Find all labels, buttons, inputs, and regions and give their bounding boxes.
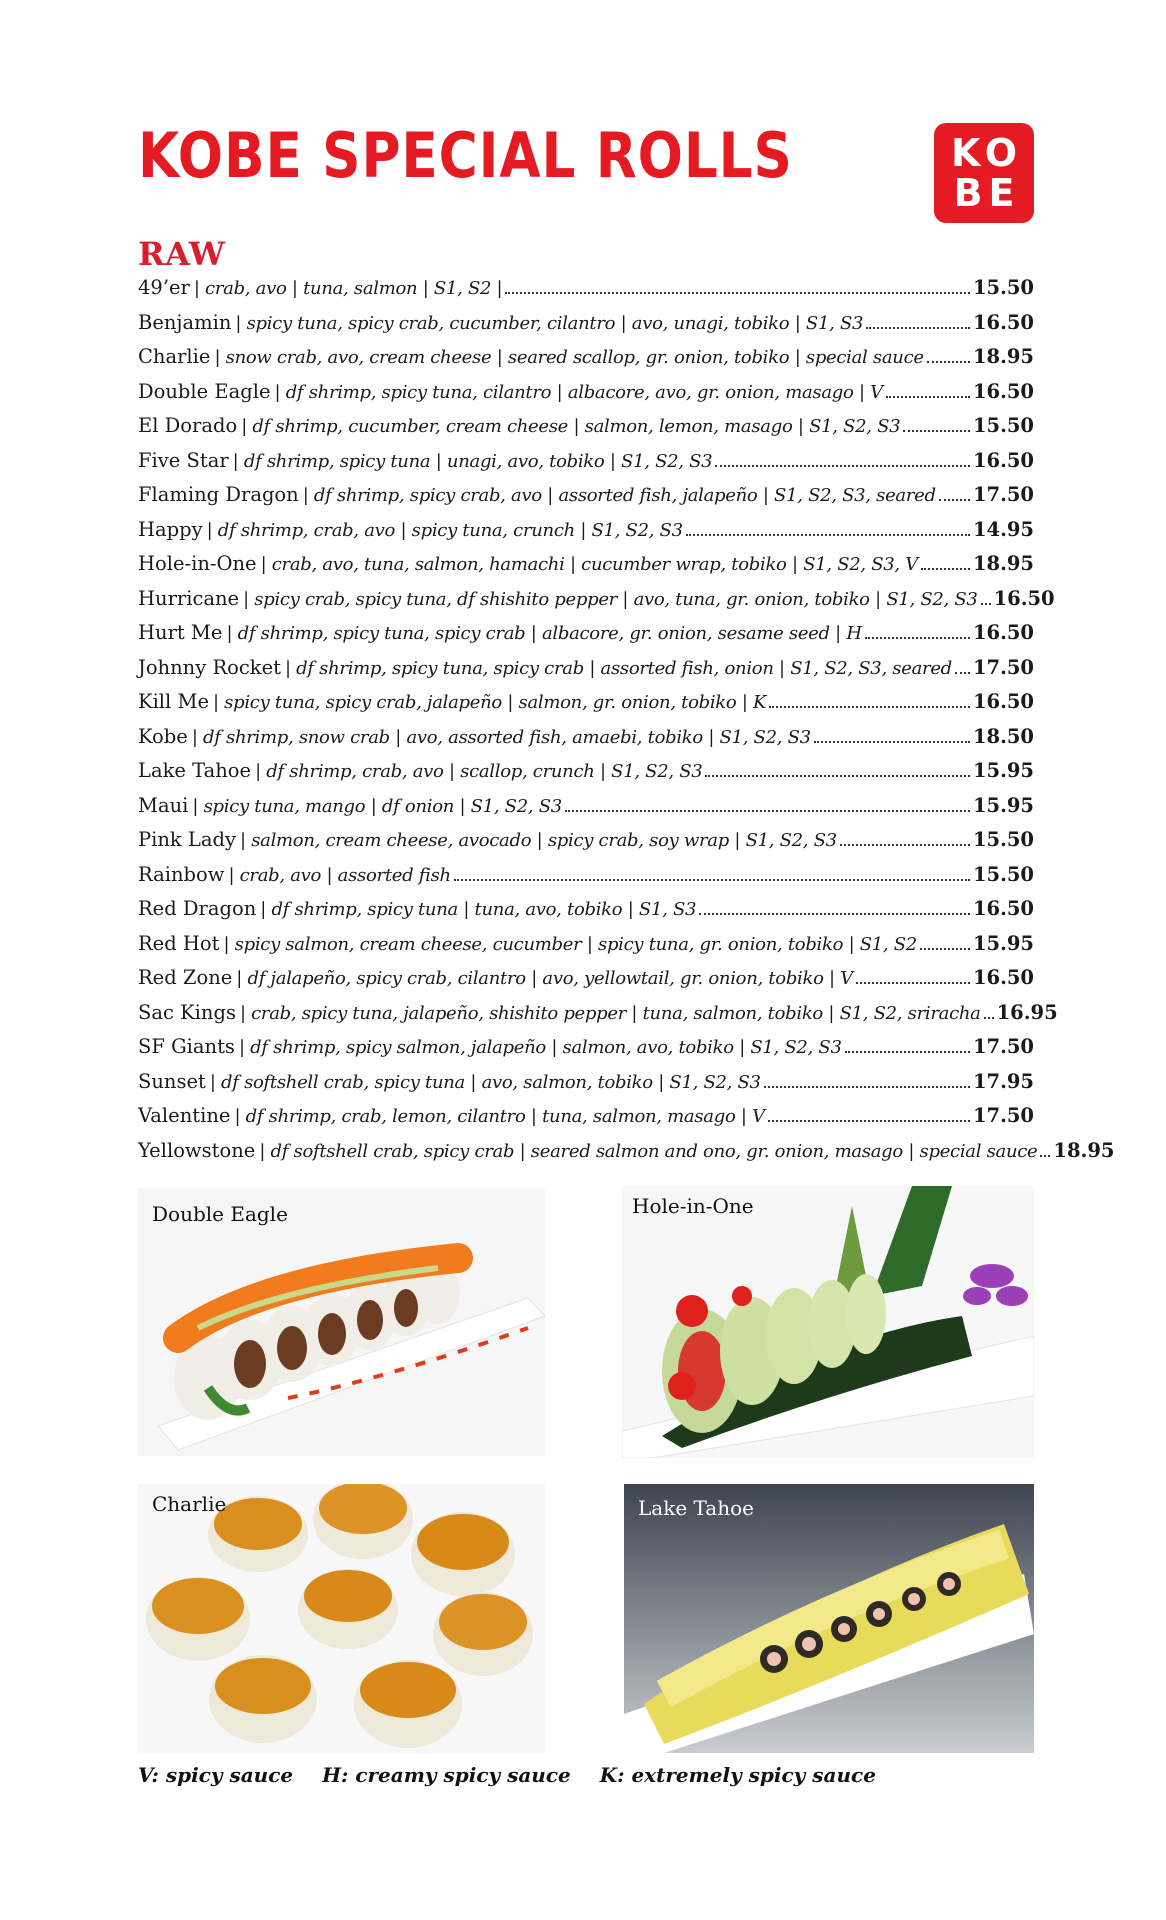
item-price: 16.50 bbox=[972, 897, 1034, 920]
dot-leader bbox=[705, 775, 970, 777]
dot-leader bbox=[715, 465, 970, 467]
dot-leader bbox=[454, 879, 970, 881]
item-description: | salmon, cream cheese, avocado | spicy crab, soy wrap | S1, S2, S3 bbox=[240, 830, 837, 851]
menu-item bbox=[138, 449, 1034, 484]
dot-leader bbox=[814, 741, 970, 743]
item-description: | spicy crab, spicy tuna, df shishito pepper | avo, tuna, gr. onion, tobiko | S1, S2, S3 bbox=[243, 588, 978, 610]
menu-item bbox=[138, 897, 1034, 932]
item-name: Kill Me bbox=[138, 690, 209, 713]
menu-item bbox=[138, 932, 1034, 967]
item-description: | df softshell crab, spicy crab | seared salmon and ono, gr. onion, masago | special sauce bbox=[259, 1140, 1038, 1162]
item-price: 18.95 bbox=[1053, 1138, 1115, 1162]
item-name: Hole-in-One bbox=[138, 552, 257, 575]
item-name: Hurt Me bbox=[138, 621, 223, 644]
item-price: 16.50 bbox=[972, 966, 1034, 989]
legend-v: V: spicy sauce bbox=[138, 1763, 294, 1787]
section-heading-raw: RAW bbox=[138, 235, 226, 273]
menu-item bbox=[138, 276, 1034, 311]
dot-leader bbox=[920, 948, 970, 950]
menu-item bbox=[138, 380, 1034, 415]
menu-item bbox=[138, 1000, 1058, 1036]
item-price: 15.50 bbox=[972, 414, 1034, 437]
dot-leader bbox=[1040, 1155, 1050, 1157]
item-name: Charlie bbox=[138, 345, 211, 368]
item-name: Sac Kings bbox=[138, 1000, 236, 1024]
item-price: 15.95 bbox=[972, 759, 1034, 782]
dot-leader bbox=[955, 672, 970, 674]
menu-item bbox=[138, 345, 1034, 380]
lake-tahoe-image bbox=[624, 1484, 1034, 1753]
item-price: 15.50 bbox=[972, 276, 1034, 299]
menu-item bbox=[138, 518, 1034, 553]
item-description: | spicy tuna, spicy crab, jalapeño | salmon, gr. onion, tobiko | K bbox=[212, 692, 767, 713]
item-price: 17.95 bbox=[972, 1069, 1034, 1093]
item-description: | df shrimp, spicy tuna | unagi, avo, tobiko | S1, S2, S3 bbox=[232, 450, 713, 472]
menu-item bbox=[138, 1070, 1034, 1105]
menu-item bbox=[138, 863, 1034, 898]
menu-list bbox=[138, 276, 1115, 1173]
item-description: | df jalapeño, spicy crab, cilantro | avo, yellowtail, gr. onion, tobiko | V bbox=[236, 968, 853, 989]
item-description: | snow crab, avo, cream cheese | seared scallop, gr. onion, tobiko | special sauce bbox=[214, 347, 924, 368]
item-description: | df shrimp, crab, lemon, cilantro | tuna, salmon, masago | V bbox=[234, 1106, 765, 1127]
item-name: Happy bbox=[138, 517, 203, 541]
item-description: | crab, avo | assorted fish bbox=[228, 864, 451, 886]
item-name: Pink Lady bbox=[138, 828, 237, 851]
menu-item bbox=[138, 586, 1055, 622]
item-description: | df shrimp, crab, avo | spicy tuna, crunch | S1, S2, S3 bbox=[206, 519, 683, 541]
item-description: | spicy salmon, cream cheese, cucumber | spicy tuna, gr. onion, tobiko | S1, S2 bbox=[223, 933, 917, 955]
photo-hole-in-one bbox=[622, 1186, 1034, 1458]
item-name: Five Star bbox=[138, 448, 229, 472]
dot-leader bbox=[686, 534, 970, 536]
item-price: 17.50 bbox=[972, 1104, 1034, 1127]
dot-leader bbox=[921, 568, 970, 570]
item-description: | crab, spicy tuna, jalapeño, shishito pepper | tuna, salmon, tobiko | S1, S2, sriracha bbox=[239, 1002, 981, 1024]
item-price: 18.50 bbox=[972, 724, 1034, 748]
photo-caption: Charlie bbox=[152, 1492, 227, 1516]
item-price: 16.50 bbox=[993, 586, 1055, 610]
item-name: Maui bbox=[138, 793, 189, 817]
dot-leader bbox=[981, 603, 991, 605]
item-price: 14.95 bbox=[972, 517, 1034, 541]
item-name: Benjamin bbox=[138, 310, 232, 334]
sauce-legend bbox=[138, 1763, 898, 1787]
dot-leader bbox=[866, 327, 970, 329]
menu-item bbox=[138, 690, 1034, 725]
menu-item bbox=[138, 414, 1034, 449]
legend-k: K: extremely spicy sauce bbox=[599, 1763, 876, 1787]
menu-item bbox=[138, 725, 1034, 760]
item-description: | df shrimp, snow crab | avo, assorted fish, amaebi, tobiko | S1, S2, S3 bbox=[191, 726, 811, 748]
item-name: Sunset bbox=[138, 1069, 206, 1093]
item-description: | crab, avo, tuna, salmon, hamachi | cucumber wrap, tobiko | S1, S2, S3, V bbox=[260, 554, 918, 575]
dot-leader bbox=[984, 1017, 994, 1019]
photo-caption: Lake Tahoe bbox=[638, 1496, 754, 1520]
item-price: 18.95 bbox=[972, 345, 1034, 368]
item-description: | df shrimp, spicy salmon, jalapeño | salmon, avo, tobiko | S1, S2, S3 bbox=[238, 1037, 842, 1058]
item-name: Yellowstone bbox=[138, 1138, 256, 1162]
photo-caption: Double Eagle bbox=[152, 1202, 288, 1226]
dot-leader bbox=[768, 1120, 970, 1122]
menu-item bbox=[138, 759, 1034, 794]
item-price: 16.95 bbox=[996, 1000, 1058, 1024]
menu-item bbox=[138, 621, 1034, 656]
charlie-image bbox=[138, 1484, 545, 1753]
item-price: 16.50 bbox=[972, 310, 1034, 334]
logo-line-2: BE bbox=[953, 171, 1021, 215]
dot-leader bbox=[769, 706, 970, 708]
item-description: | spicy tuna, mango | df onion | S1, S2, S3 bbox=[192, 795, 562, 817]
item-name: Hurricane bbox=[138, 586, 240, 610]
item-price: 16.50 bbox=[972, 448, 1034, 472]
item-price: 17.50 bbox=[972, 655, 1034, 679]
dot-leader bbox=[699, 913, 970, 915]
kobe-logo bbox=[934, 123, 1034, 223]
dot-leader bbox=[903, 430, 970, 432]
menu-item bbox=[138, 1138, 1115, 1174]
item-price: 16.50 bbox=[972, 621, 1034, 644]
item-description: | df shrimp, spicy crab, avo | assorted fish, jalapeño | S1, S2, S3, seared bbox=[302, 485, 936, 506]
item-price: 17.50 bbox=[972, 483, 1034, 506]
item-name: Johnny Rocket bbox=[138, 655, 281, 679]
item-price: 15.50 bbox=[972, 828, 1034, 851]
item-name: El Dorado bbox=[138, 414, 238, 437]
menu-item bbox=[138, 1035, 1034, 1070]
photo-double-eagle bbox=[138, 1188, 545, 1456]
photo-lake-tahoe bbox=[624, 1484, 1034, 1753]
item-description: | df shrimp, spicy tuna, cilantro | albacore, avo, gr. onion, masago | V bbox=[274, 381, 883, 403]
item-price: 15.95 bbox=[972, 931, 1034, 955]
item-price: 16.50 bbox=[972, 690, 1034, 713]
dot-leader bbox=[565, 810, 970, 812]
dot-leader bbox=[845, 1051, 970, 1053]
item-description: | df shrimp, crab, avo | scallop, crunch | S1, S2, S3 bbox=[255, 761, 703, 782]
item-name: Red Zone bbox=[138, 966, 233, 989]
item-description: | df softshell crab, spicy tuna | avo, salmon, tobiko | S1, S2, S3 bbox=[209, 1071, 761, 1093]
item-name: Red Hot bbox=[138, 931, 220, 955]
item-description: | df shrimp, cucumber, cream cheese | salmon, lemon, masago | S1, S2, S3 bbox=[241, 416, 901, 437]
item-price: 15.50 bbox=[972, 862, 1034, 886]
item-description: | df shrimp, spicy tuna | tuna, avo, tobiko | S1, S3 bbox=[260, 899, 697, 920]
item-name: Lake Tahoe bbox=[138, 759, 252, 782]
menu-item bbox=[138, 552, 1034, 587]
item-description: | crab, avo | tuna, salmon | S1, S2 | bbox=[193, 278, 503, 299]
item-name: Flaming Dragon bbox=[138, 483, 299, 506]
menu-item bbox=[138, 311, 1034, 346]
menu-item bbox=[138, 828, 1034, 863]
menu-item bbox=[138, 656, 1034, 691]
page-title: KOBE SPECIAL ROLLS bbox=[138, 119, 793, 192]
item-price: 17.50 bbox=[972, 1035, 1034, 1058]
item-name: SF Giants bbox=[138, 1035, 235, 1058]
logo-line-1: KO bbox=[950, 131, 1024, 175]
item-name: Double Eagle bbox=[138, 379, 271, 403]
menu-item bbox=[138, 1104, 1034, 1139]
legend-h: H: creamy spicy sauce bbox=[322, 1763, 571, 1787]
menu-item bbox=[138, 966, 1034, 1001]
dot-leader bbox=[505, 292, 970, 294]
item-description: | spicy tuna, spicy crab, cucumber, cilantro | avo, unagi, tobiko | S1, S3 bbox=[235, 312, 864, 334]
item-description: | df shrimp, spicy tuna, spicy crab | albacore, gr. onion, sesame seed | H bbox=[226, 623, 862, 644]
item-price: 16.50 bbox=[972, 379, 1034, 403]
dot-leader bbox=[856, 982, 970, 984]
item-name: Valentine bbox=[138, 1104, 231, 1127]
dot-leader bbox=[939, 499, 970, 501]
item-description: | df shrimp, spicy tuna, spicy crab | assorted fish, onion | S1, S2, S3, seared bbox=[284, 657, 952, 679]
item-name: Rainbow bbox=[138, 862, 225, 886]
menu-item bbox=[138, 483, 1034, 518]
item-name: Red Dragon bbox=[138, 897, 257, 920]
item-name: 49’er bbox=[138, 276, 190, 299]
menu-item bbox=[138, 794, 1034, 829]
item-name: Kobe bbox=[138, 724, 188, 748]
item-price: 18.95 bbox=[972, 552, 1034, 575]
dot-leader bbox=[886, 396, 970, 398]
dot-leader bbox=[840, 844, 970, 846]
dot-leader bbox=[927, 361, 970, 363]
photo-caption: Hole-in-One bbox=[632, 1194, 754, 1218]
hole-in-one-image bbox=[622, 1186, 1034, 1458]
item-price: 15.95 bbox=[972, 793, 1034, 817]
photo-charlie bbox=[138, 1484, 545, 1753]
double-eagle-image bbox=[138, 1188, 545, 1456]
dot-leader bbox=[865, 637, 970, 639]
dot-leader bbox=[764, 1086, 970, 1088]
